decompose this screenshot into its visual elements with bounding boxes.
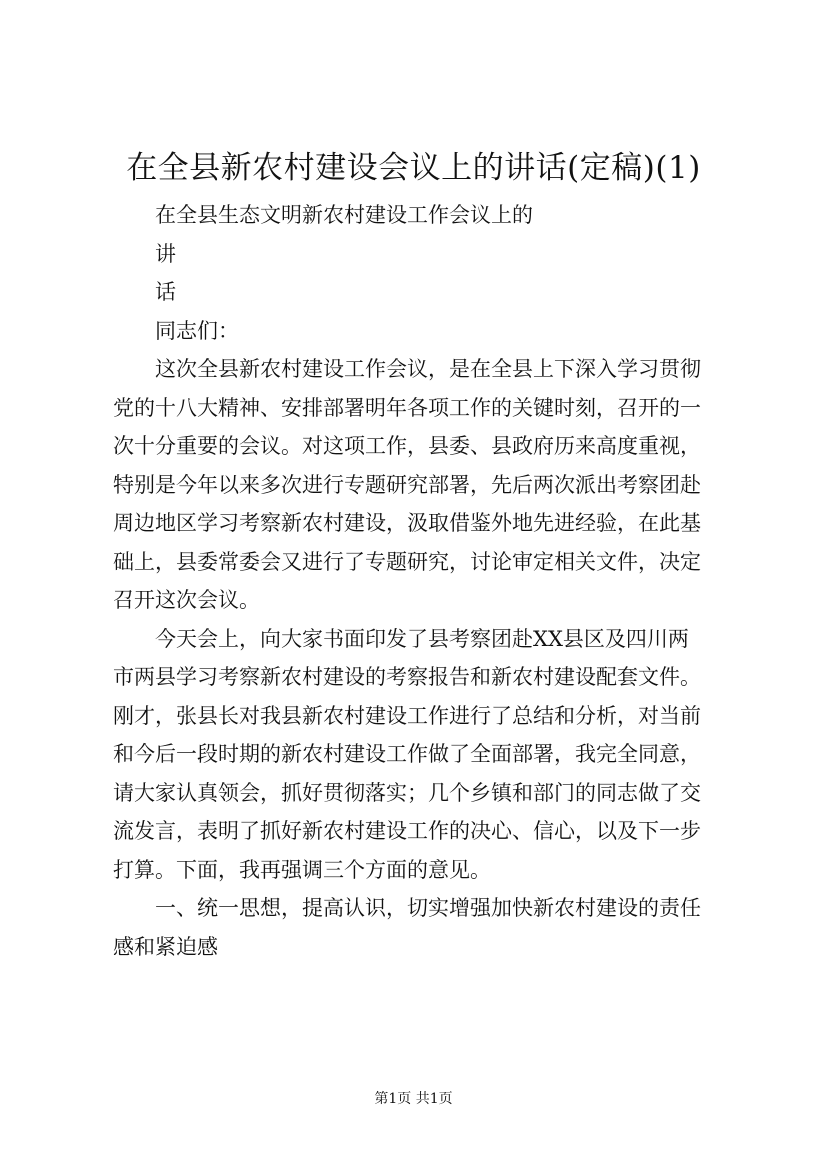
- text-line: 市两县学习考察新农村建设的考察报告和新农村建设配套文件。: [113, 665, 701, 689]
- text-line: 请大家认真领会，抓好贯彻落实；几个乡镇和部门的同志做了交: [113, 780, 701, 805]
- text-line: 特别是今年以来多次进行专题研究部署，先后两次派出考察团赴: [113, 472, 701, 497]
- text-line: 础上，县委常委会又进行了专题研究，讨论审定相关文件，决定: [113, 549, 701, 574]
- text-line: 在全县生态文明新农村建设工作会议上的: [155, 203, 533, 227]
- text-line: 话: [155, 280, 176, 304]
- text-line: 打算。下面，我再强调三个方面的意见。: [113, 857, 491, 882]
- text-line: 党的十八大精神、安排部署明年各项工作的关键时刻，召开的一: [113, 395, 701, 420]
- text-line: 一、统一思想，提高认识，切实增强加快新农村建设的责任: [155, 896, 701, 920]
- document-body: [113, 196, 743, 966]
- text-line: 和今后一段时期的新农村建设工作做了全面部署，我完全同意，: [113, 742, 701, 766]
- document-title: 在全县新农村建设会议上的讲话(定稿)(1): [126, 150, 701, 186]
- text-line: 同志们：: [155, 318, 239, 343]
- text-line: 感和紧迫感: [113, 934, 218, 959]
- text-line: 今天会上，向大家书面印发了县考察团赴XX县区及四川两: [155, 626, 689, 651]
- text-line: 流发言，表明了抓好新农村建设工作的决心、信心，以及下一步: [113, 819, 701, 843]
- text-line: 讲: [155, 241, 176, 266]
- text-line: 周边地区学习考察新农村建设，汲取借鉴外地先进经验，在此基: [113, 511, 701, 535]
- page-footer: 第1页 共1页: [374, 1091, 453, 1107]
- text-line: 这次全县新农村建设工作会议，是在全县上下深入学习贯彻: [155, 357, 701, 381]
- text-line: 召开这次会议。: [113, 588, 260, 612]
- text-line: 刚才，张县长对我县新农村建设工作进行了总结和分析，对当前: [113, 703, 701, 728]
- text-line: 次十分重要的会议。对这项工作，县委、县政府历来高度重视，: [113, 434, 701, 458]
